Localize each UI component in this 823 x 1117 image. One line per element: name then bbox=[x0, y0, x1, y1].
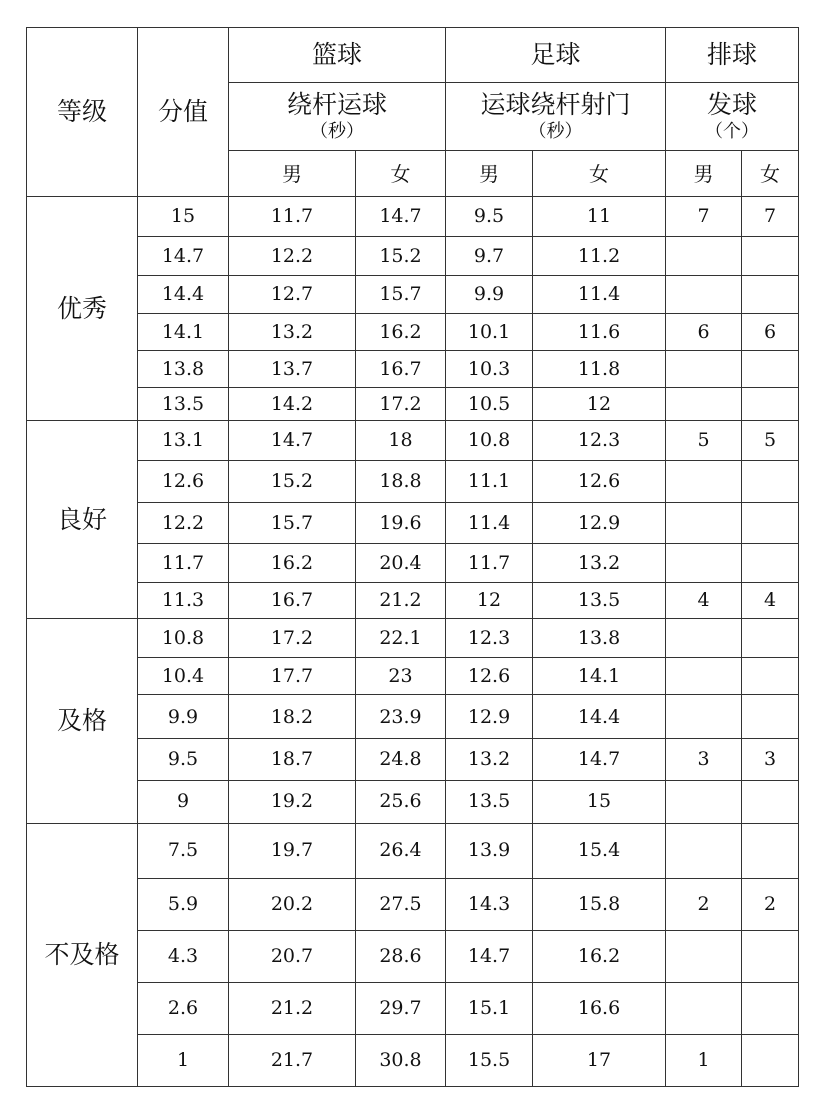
football-male-cell: 12.9 bbox=[446, 695, 533, 739]
basketball-female-cell: 23.9 bbox=[356, 695, 446, 739]
score-cell: 11.7 bbox=[138, 544, 229, 583]
football-female-cell: 11 bbox=[533, 197, 666, 237]
basketball-male-cell: 21.7 bbox=[229, 1034, 356, 1086]
volleyball-female-cell bbox=[742, 388, 799, 421]
basketball-female-cell: 21.2 bbox=[356, 583, 446, 619]
football-male-cell: 11.7 bbox=[446, 544, 533, 583]
basketball-male-cell: 12.7 bbox=[229, 276, 356, 314]
table-row bbox=[27, 503, 799, 544]
football-male-cell: 14.7 bbox=[446, 930, 533, 982]
basketball-female-cell: 18.8 bbox=[356, 461, 446, 503]
volleyball-male-cell bbox=[666, 544, 742, 583]
basketball-male-cell: 16.7 bbox=[229, 583, 356, 619]
football-male-cell: 9.5 bbox=[446, 197, 533, 237]
volleyball-female-cell bbox=[742, 276, 799, 314]
football-male-cell: 13.5 bbox=[446, 780, 533, 823]
table-row bbox=[27, 421, 799, 461]
test-name: 绕杆运球 bbox=[287, 90, 388, 120]
football-female-cell: 13.5 bbox=[533, 583, 666, 619]
basketball-female-cell: 23 bbox=[356, 658, 446, 695]
table-row bbox=[27, 461, 799, 503]
basketball-female-cell: 19.6 bbox=[356, 503, 446, 544]
volleyball-female-cell bbox=[742, 982, 799, 1034]
football-female-cell: 12.9 bbox=[533, 503, 666, 544]
basketball-male-cell: 13.2 bbox=[229, 314, 356, 351]
football-male-cell: 10.1 bbox=[446, 314, 533, 351]
score-cell: 9.9 bbox=[138, 695, 229, 739]
gender-header-female: 女 bbox=[356, 151, 446, 197]
football-female-cell: 12 bbox=[533, 388, 666, 421]
table-row bbox=[27, 583, 799, 619]
football-female-cell: 12.6 bbox=[533, 461, 666, 503]
grade-label: 良好 bbox=[27, 421, 138, 619]
score-cell: 12.6 bbox=[138, 461, 229, 503]
gender-header-female: 女 bbox=[742, 151, 799, 197]
volleyball-female-cell bbox=[742, 503, 799, 544]
football-female-cell: 14.7 bbox=[533, 739, 666, 780]
football-female-cell: 13.2 bbox=[533, 544, 666, 583]
test-unit: （秒） bbox=[528, 120, 583, 142]
football-female-cell: 11.4 bbox=[533, 276, 666, 314]
volleyball-male-cell bbox=[666, 351, 742, 388]
volleyball-male-cell bbox=[666, 823, 742, 878]
table-row bbox=[27, 982, 799, 1034]
score-cell: 4.3 bbox=[138, 930, 229, 982]
volleyball-male-cell bbox=[666, 695, 742, 739]
score-column-header: 分值 bbox=[138, 28, 229, 197]
basketball-male-cell: 11.7 bbox=[229, 197, 356, 237]
test-name: 运球绕杆射门 bbox=[480, 90, 631, 120]
volleyball-female-cell: 5 bbox=[742, 421, 799, 461]
score-cell: 1 bbox=[138, 1034, 229, 1086]
volleyball-female-cell bbox=[742, 351, 799, 388]
table-row bbox=[27, 878, 799, 930]
basketball-female-cell: 20.4 bbox=[356, 544, 446, 583]
score-cell: 5.9 bbox=[138, 878, 229, 930]
volleyball-female-cell bbox=[742, 695, 799, 739]
table-row bbox=[27, 544, 799, 583]
grade-column-header: 等级 bbox=[27, 28, 138, 197]
football-male-cell: 15.1 bbox=[446, 982, 533, 1034]
basketball-female-cell: 18 bbox=[356, 421, 446, 461]
football-female-cell: 15 bbox=[533, 780, 666, 823]
basketball-male-cell: 15.7 bbox=[229, 503, 356, 544]
football-male-cell: 12 bbox=[446, 583, 533, 619]
football-male-cell: 11.1 bbox=[446, 461, 533, 503]
volleyball-female-cell bbox=[742, 780, 799, 823]
volleyball-female-cell: 6 bbox=[742, 314, 799, 351]
volleyball-male-cell: 6 bbox=[666, 314, 742, 351]
gender-header-male: 男 bbox=[229, 151, 356, 197]
score-cell: 15 bbox=[138, 197, 229, 237]
volleyball-male-cell bbox=[666, 276, 742, 314]
basketball-male-cell: 18.7 bbox=[229, 739, 356, 780]
table-row bbox=[27, 619, 799, 658]
grade-label: 优秀 bbox=[27, 197, 138, 421]
football-male-cell: 11.4 bbox=[446, 503, 533, 544]
volleyball-male-cell bbox=[666, 461, 742, 503]
volleyball-female-cell bbox=[742, 237, 799, 276]
basketball-male-cell: 19.2 bbox=[229, 780, 356, 823]
test-unit: （个） bbox=[705, 120, 760, 142]
table-row bbox=[27, 314, 799, 351]
volleyball-female-cell: 3 bbox=[742, 739, 799, 780]
score-cell: 10.4 bbox=[138, 658, 229, 695]
test-unit: （秒） bbox=[310, 120, 364, 142]
table-row bbox=[27, 237, 799, 276]
volleyball-male-cell bbox=[666, 619, 742, 658]
volleyball-male-cell bbox=[666, 658, 742, 695]
basketball-female-cell: 16.7 bbox=[356, 351, 446, 388]
football-male-cell: 13.2 bbox=[446, 739, 533, 780]
gender-header-male: 男 bbox=[446, 151, 533, 197]
table-row bbox=[27, 739, 799, 780]
table-row bbox=[27, 823, 799, 878]
volleyball-male-cell: 3 bbox=[666, 739, 742, 780]
basketball-male-cell: 15.2 bbox=[229, 461, 356, 503]
volleyball-female-cell bbox=[742, 1034, 799, 1086]
football-male-cell: 12.3 bbox=[446, 619, 533, 658]
basketball-male-cell: 20.2 bbox=[229, 878, 356, 930]
football-male-cell: 10.8 bbox=[446, 421, 533, 461]
football-female-cell: 12.3 bbox=[533, 421, 666, 461]
gender-header-male: 男 bbox=[666, 151, 742, 197]
score-cell: 13.5 bbox=[138, 388, 229, 421]
football-male-cell: 9.9 bbox=[446, 276, 533, 314]
score-cell: 10.8 bbox=[138, 619, 229, 658]
table-body bbox=[27, 197, 799, 1087]
sport-header-volleyball: 排球 bbox=[666, 28, 799, 83]
sport-header-football: 足球 bbox=[446, 28, 666, 83]
basketball-male-cell: 17.7 bbox=[229, 658, 356, 695]
score-cell: 7.5 bbox=[138, 823, 229, 878]
volleyball-female-cell bbox=[742, 619, 799, 658]
table-row bbox=[27, 1034, 799, 1086]
test-header-volleyball bbox=[666, 83, 799, 151]
football-male-cell: 15.5 bbox=[446, 1034, 533, 1086]
basketball-male-cell: 17.2 bbox=[229, 619, 356, 658]
basketball-female-cell: 28.6 bbox=[356, 930, 446, 982]
football-male-cell: 9.7 bbox=[446, 237, 533, 276]
table-row bbox=[27, 388, 799, 421]
football-female-cell: 13.8 bbox=[533, 619, 666, 658]
table-row bbox=[27, 197, 799, 237]
basketball-male-cell: 13.7 bbox=[229, 351, 356, 388]
football-female-cell: 14.1 bbox=[533, 658, 666, 695]
score-cell: 14.4 bbox=[138, 276, 229, 314]
grade-label: 及格 bbox=[27, 619, 138, 823]
basketball-female-cell: 24.8 bbox=[356, 739, 446, 780]
basketball-female-cell: 22.1 bbox=[356, 619, 446, 658]
volleyball-female-cell bbox=[742, 461, 799, 503]
volleyball-female-cell bbox=[742, 544, 799, 583]
football-female-cell: 11.2 bbox=[533, 237, 666, 276]
basketball-female-cell: 27.5 bbox=[356, 878, 446, 930]
football-female-cell: 16.2 bbox=[533, 930, 666, 982]
football-male-cell: 10.5 bbox=[446, 388, 533, 421]
basketball-male-cell: 14.2 bbox=[229, 388, 356, 421]
volleyball-female-cell: 4 bbox=[742, 583, 799, 619]
football-male-cell: 12.6 bbox=[446, 658, 533, 695]
basketball-male-cell: 16.2 bbox=[229, 544, 356, 583]
score-cell: 11.3 bbox=[138, 583, 229, 619]
table-row bbox=[27, 780, 799, 823]
basketball-male-cell: 12.2 bbox=[229, 237, 356, 276]
football-female-cell: 15.4 bbox=[533, 823, 666, 878]
test-name: 发球 bbox=[707, 90, 758, 120]
basketball-female-cell: 30.8 bbox=[356, 1034, 446, 1086]
table-row bbox=[27, 351, 799, 388]
test-header-basketball bbox=[229, 83, 446, 151]
football-male-cell: 13.9 bbox=[446, 823, 533, 878]
football-female-cell: 11.8 bbox=[533, 351, 666, 388]
basketball-female-cell: 14.7 bbox=[356, 197, 446, 237]
basketball-female-cell: 15.7 bbox=[356, 276, 446, 314]
basketball-female-cell: 25.6 bbox=[356, 780, 446, 823]
football-female-cell: 16.6 bbox=[533, 982, 666, 1034]
basketball-female-cell: 29.7 bbox=[356, 982, 446, 1034]
basketball-female-cell: 16.2 bbox=[356, 314, 446, 351]
score-cell: 12.2 bbox=[138, 503, 229, 544]
table-row bbox=[27, 276, 799, 314]
gender-header-female: 女 bbox=[533, 151, 666, 197]
table-row bbox=[27, 658, 799, 695]
basketball-male-cell: 20.7 bbox=[229, 930, 356, 982]
score-cell: 13.8 bbox=[138, 351, 229, 388]
volleyball-female-cell: 7 bbox=[742, 197, 799, 237]
table-row bbox=[27, 930, 799, 982]
football-male-cell: 14.3 bbox=[446, 878, 533, 930]
volleyball-male-cell bbox=[666, 982, 742, 1034]
table-row bbox=[27, 695, 799, 739]
score-cell: 9.5 bbox=[138, 739, 229, 780]
score-cell: 9 bbox=[138, 780, 229, 823]
volleyball-male-cell bbox=[666, 503, 742, 544]
basketball-female-cell: 26.4 bbox=[356, 823, 446, 878]
volleyball-female-cell bbox=[742, 930, 799, 982]
score-cell: 14.7 bbox=[138, 237, 229, 276]
basketball-male-cell: 18.2 bbox=[229, 695, 356, 739]
basketball-male-cell: 14.7 bbox=[229, 421, 356, 461]
volleyball-male-cell: 5 bbox=[666, 421, 742, 461]
volleyball-male-cell bbox=[666, 930, 742, 982]
volleyball-female-cell bbox=[742, 658, 799, 695]
football-female-cell: 14.4 bbox=[533, 695, 666, 739]
football-female-cell: 15.8 bbox=[533, 878, 666, 930]
basketball-male-cell: 19.7 bbox=[229, 823, 356, 878]
basketball-female-cell: 17.2 bbox=[356, 388, 446, 421]
basketball-male-cell: 21.2 bbox=[229, 982, 356, 1034]
volleyball-female-cell: 2 bbox=[742, 878, 799, 930]
volleyball-male-cell bbox=[666, 388, 742, 421]
volleyball-male-cell: 2 bbox=[666, 878, 742, 930]
score-table bbox=[26, 27, 799, 1087]
score-cell: 13.1 bbox=[138, 421, 229, 461]
football-male-cell: 10.3 bbox=[446, 351, 533, 388]
volleyball-female-cell bbox=[742, 823, 799, 878]
sport-header-basketball: 篮球 bbox=[229, 28, 446, 83]
score-cell: 2.6 bbox=[138, 982, 229, 1034]
volleyball-male-cell bbox=[666, 780, 742, 823]
football-female-cell: 11.6 bbox=[533, 314, 666, 351]
volleyball-male-cell: 4 bbox=[666, 583, 742, 619]
grade-label: 不及格 bbox=[27, 823, 138, 1086]
volleyball-male-cell: 1 bbox=[666, 1034, 742, 1086]
football-female-cell: 17 bbox=[533, 1034, 666, 1086]
test-header-football bbox=[446, 83, 666, 151]
score-cell: 14.1 bbox=[138, 314, 229, 351]
volleyball-male-cell: 7 bbox=[666, 197, 742, 237]
basketball-female-cell: 15.2 bbox=[356, 237, 446, 276]
volleyball-male-cell bbox=[666, 237, 742, 276]
